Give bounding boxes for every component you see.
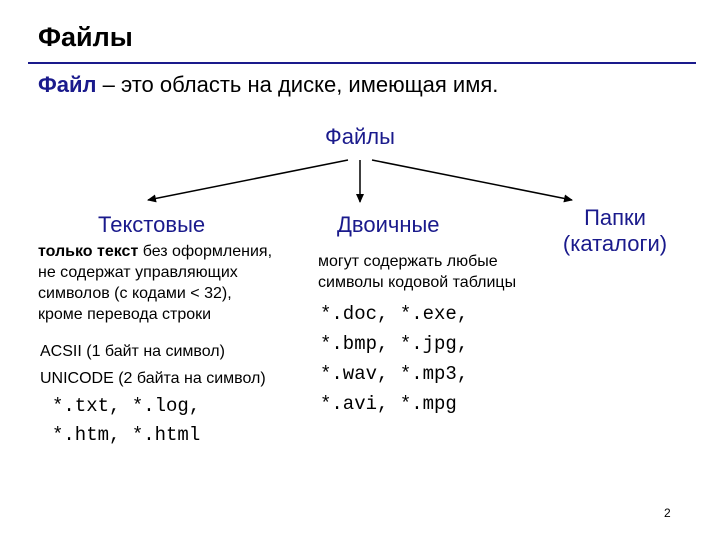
text-files-line: кроме перевода строки — [38, 306, 212, 323]
binary-files-heading: Двоичные — [337, 212, 440, 237]
folders-heading — [540, 205, 690, 257]
text-files-lead — [38, 241, 272, 262]
extension-line: *.wav, *.mp3, — [320, 363, 469, 385]
binary-files-line: символы кодовой таблицы — [318, 274, 517, 291]
binary-files-line: могут содержать любые — [318, 253, 498, 270]
extension-line: *.doc, *.exe, — [320, 303, 469, 325]
folders-heading-line: (каталоги) — [562, 230, 668, 256]
binary-files-description — [318, 251, 516, 293]
page-number: 2 — [664, 506, 671, 520]
folders-heading-line: Папки — [584, 205, 646, 230]
text-files-heading: Текстовые — [98, 212, 206, 237]
text-files-lead-rest: без оформления, — [138, 243, 273, 260]
root-node-label: Файлы — [325, 124, 395, 149]
extension-line: *.bmp, *.jpg, — [320, 333, 469, 355]
text-files-lead-bold: только текст — [38, 243, 139, 260]
extension-line: *.htm, *.html — [52, 424, 201, 446]
extension-line: *.txt, *.log, — [52, 395, 201, 417]
text-files-encodings — [40, 338, 266, 392]
text-files-line: символов (с кодами < 32), — [38, 285, 232, 302]
arrow-to-folders — [372, 160, 572, 200]
text-files-extensions — [52, 392, 200, 450]
encoding-item: UNICODE (2 байта на символ) — [40, 370, 266, 387]
binary-files-extensions — [320, 299, 468, 419]
extension-line: *.avi, *.mpg — [320, 393, 457, 415]
text-files-description — [38, 241, 272, 325]
definition-term: Файл — [38, 72, 97, 97]
definition-text: – это область на диске, имеющая имя. — [96, 72, 499, 97]
slide-title: Файлы — [38, 22, 133, 52]
arrow-to-text-files — [148, 160, 348, 200]
encoding-item: ACSII (1 байт на символ) — [40, 343, 225, 360]
text-files-line: не содержат управляющих — [38, 264, 238, 281]
